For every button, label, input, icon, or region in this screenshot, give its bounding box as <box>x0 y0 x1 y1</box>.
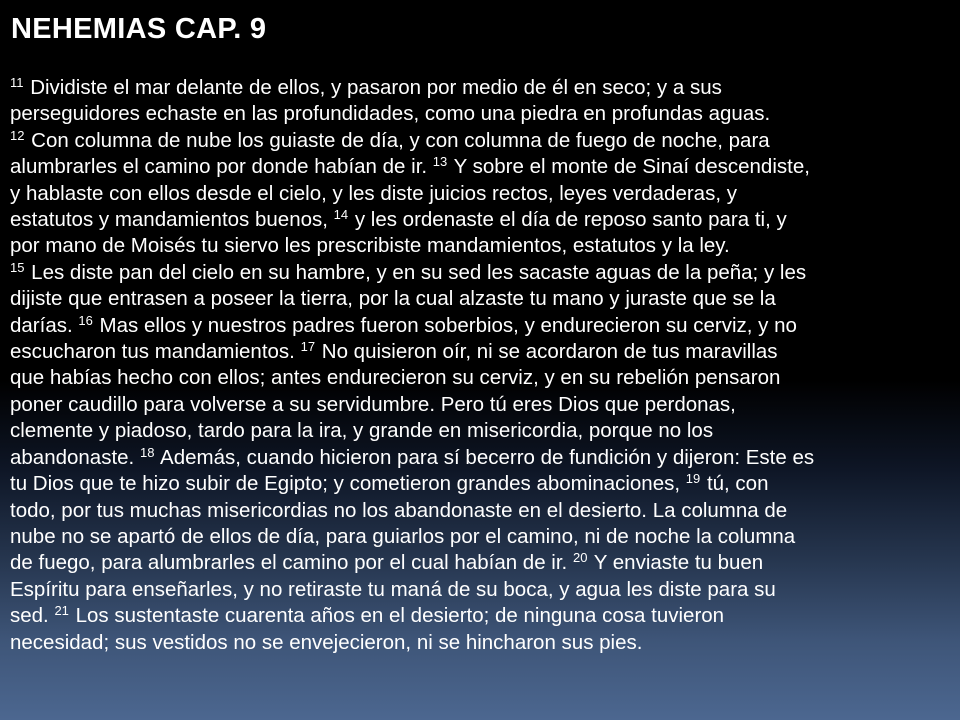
slide-title: NEHEMIAS CAP. 9 <box>11 13 267 45</box>
verse-text: darías. <box>10 313 73 337</box>
text-line <box>10 286 950 312</box>
scripture-passage <box>10 75 950 656</box>
text-line <box>10 260 950 286</box>
verse-text: Mas ellos y nuestros padres fueron soberbios, y endurecieron su cerviz, y no <box>99 313 797 337</box>
verse-text: Los sustentaste cuarenta años en el desierto; de ninguna cosa tuvieron <box>75 604 725 628</box>
text-line <box>10 524 950 550</box>
verse-number: 17 <box>300 339 316 355</box>
verse-number: 13 <box>432 154 448 170</box>
verse-text: sed. <box>10 604 49 628</box>
verse-text: Con columna de nube los guiaste de día, y con columna de fuego de noche, para <box>31 128 770 152</box>
verse-text: Espíritu para enseñarles, y no retiraste tu maná de su boca, y agua les diste para su <box>10 577 776 601</box>
verse-text: No quisieron oír, ni se acordaron de tus maravillas <box>321 340 778 364</box>
text-line <box>10 339 950 365</box>
verse-number: 12 <box>10 127 25 143</box>
verse-number: 11 <box>10 75 24 90</box>
text-line <box>10 498 950 524</box>
verse-text: clemente y piadoso, tardo para la ira, y grande en misericordia, porque no los <box>10 419 714 443</box>
verse-text: nube no se apartó de ellos de día, para guiarlos por el camino, ni de noche la columna <box>10 524 796 548</box>
verse-text: que habías hecho con ellos; antes endurecieron su cerviz, y en su rebelión pensaron <box>10 366 781 390</box>
text-line <box>10 445 950 471</box>
verse-text: Además, cuando hicieron para sí becerro de fundición y dijeron: Este es <box>160 445 815 469</box>
text-line <box>10 181 950 207</box>
text-line <box>10 365 950 391</box>
text-line <box>10 418 950 444</box>
verse-text: alumbrarles el camino por donde habían de ir. <box>10 155 428 179</box>
text-line <box>10 550 950 576</box>
verse-text: Les diste pan del cielo en su hambre, y en su sed les sacaste aguas de la peña; y les <box>31 260 807 284</box>
verse-text: escucharon tus mandamientos. <box>10 340 295 364</box>
verse-text: estatutos y mandamientos buenos, <box>10 208 328 232</box>
text-line <box>10 207 950 233</box>
verse-number: 18 <box>139 444 155 460</box>
verse-number: 21 <box>54 603 69 619</box>
text-line <box>10 233 950 259</box>
text-line <box>10 101 950 127</box>
verse-text: poner caudillo para volverse a su servidumbre. Pero tú eres Dios que perdonas, <box>10 392 736 416</box>
verse-text: tú, con <box>706 472 769 496</box>
verse-number: 15 <box>10 259 25 275</box>
text-line <box>10 471 950 497</box>
text-line <box>10 630 950 656</box>
verse-number: 16 <box>78 312 93 328</box>
verse-text: y les ordenaste el día de reposo santo para ti, y <box>354 208 787 232</box>
text-line <box>10 154 950 180</box>
text-line <box>10 128 950 154</box>
text-line <box>10 75 950 101</box>
verse-text: dijiste que entrasen a poseer la tierra, por la cual alzaste tu mano y juraste que se la <box>10 287 776 311</box>
verse-number: 20 <box>572 550 588 566</box>
verse-text: y hablaste con ellos desde el cielo, y les diste juicios rectos, leyes verdaderas, y <box>10 181 737 205</box>
text-line <box>10 577 950 603</box>
verse-number: 14 <box>333 207 349 223</box>
verse-text: todo, por tus muchas misericordias no los abandonaste en el desierto. La columna de <box>10 498 788 522</box>
verse-text: necesidad; sus vestidos no se envejecieron, ni se hincharon sus pies. <box>10 630 643 654</box>
text-line <box>10 313 950 339</box>
verse-text: tu Dios que te hizo subir de Egipto; y cometieron grandes abominaciones, <box>10 472 681 496</box>
verse-text: Y sobre el monte de Sinaí descendiste, <box>453 155 810 179</box>
text-line <box>10 392 950 418</box>
verse-text: de fuego, para alumbrarles el camino por el cual habían de ir. <box>10 551 568 575</box>
verse-text: Y enviaste tu buen <box>593 551 764 575</box>
verse-text: abandonaste. <box>10 445 135 469</box>
verse-text: por mano de Moisés tu siervo les prescribiste mandamientos, estatutos y la ley. <box>10 234 730 258</box>
verse-text: Dividiste el mar delante de ellos, y pasaron por medio de él en seco; y a sus <box>30 76 722 99</box>
text-line <box>10 603 950 629</box>
verse-number: 19 <box>685 471 701 487</box>
verse-text: perseguidores echaste en las profundidades, como una piedra en profundas aguas. <box>10 102 771 126</box>
